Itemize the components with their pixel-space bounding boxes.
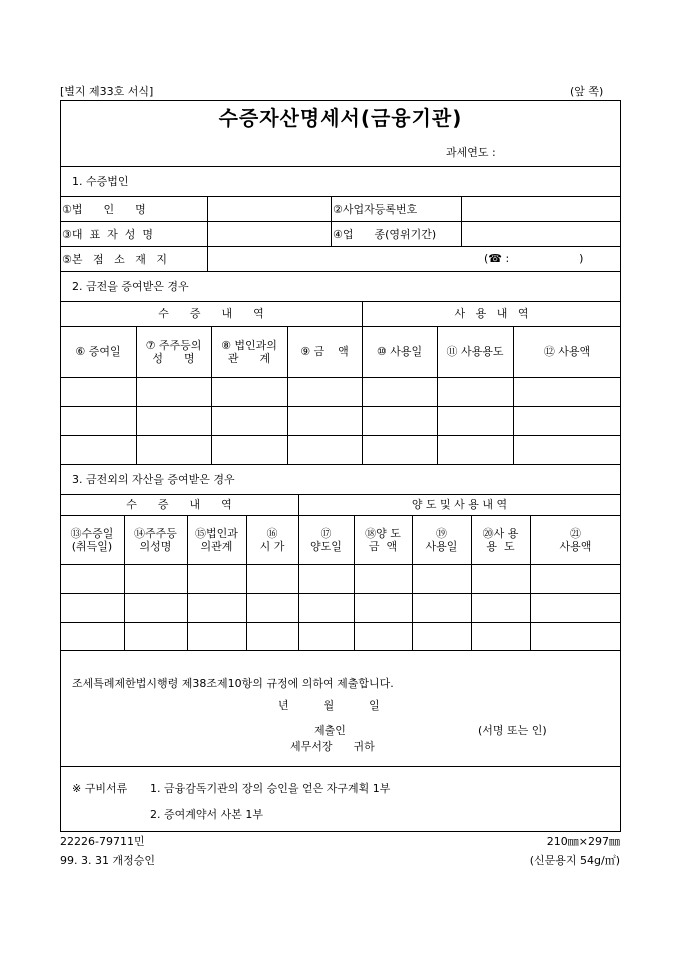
s2-col-use-date: ⑩ 사용일 — [376, 345, 423, 358]
table-rule — [60, 377, 621, 378]
attachment-item: 2. 증여계약서 사본 1부 — [150, 808, 263, 821]
declaration-date: 년 월 일 — [278, 699, 380, 712]
s3-col-use-date: ⑲ 사용일 — [425, 526, 458, 553]
label-business-reg-no: ②사업자등록번호 — [333, 202, 418, 216]
page-side: (앞 쪽) — [570, 85, 604, 98]
label-corp-name: ①법 인 명 — [62, 202, 146, 216]
table-rule — [60, 766, 621, 767]
approval-date: 99. 3. 31 개정승인 — [60, 854, 155, 867]
s2-col-gift-date: ⑥ 증여일 — [75, 345, 121, 358]
attachments-label: ※ 구비서류 — [72, 782, 128, 795]
s3-group-received: 수 증 내 역 — [126, 498, 232, 511]
table-rule — [60, 593, 621, 594]
s3-col-shareholder: ⑭주주등 의성명 — [134, 526, 177, 553]
label-business-type: ④업 종(영위기간) — [333, 227, 437, 241]
section1-heading: 1. 수증법인 — [72, 175, 129, 188]
table-rule — [60, 564, 621, 565]
table-rule — [60, 166, 621, 167]
label-representative: ③대 표 자 성 명 — [62, 227, 153, 241]
table-rule — [207, 196, 208, 271]
s3-col-relation: ⑮법인과 의관계 — [195, 526, 238, 553]
label-head-office: ⑤본 점 소 재 지 — [62, 252, 167, 266]
s2-group-used: 사 용 내 역 — [454, 307, 529, 320]
form-number: [별지 제33호 서식] — [60, 85, 154, 98]
s2-group-received: 수 증 내 역 — [158, 307, 264, 320]
form-code: 22226-79711민 — [60, 835, 145, 848]
s2-col-shareholder: ⑦ 주주등의 성 명 — [145, 338, 202, 365]
s3-col-use-amount: ㉑ 사용액 — [559, 526, 592, 553]
table-rule — [60, 622, 621, 623]
paper-type: (신문용지 54g/㎡) — [529, 854, 620, 867]
table-rule — [60, 650, 621, 651]
s3-col-transfer-date: ⑰ 양도일 — [310, 526, 342, 553]
s2-col-relation: ⑧ 법인과의 관 계 — [221, 338, 277, 365]
addressee: 세무서장 귀하 — [290, 740, 375, 753]
table-rule — [60, 435, 621, 436]
phone-field[interactable]: (☎ : ) — [484, 252, 584, 265]
signature-label: (서명 또는 인) — [478, 724, 547, 737]
s3-col-transfer-amount: ⑱양 도 금 액 — [365, 526, 401, 553]
section2-heading: 2. 금전을 증여받은 경우 — [72, 280, 189, 293]
paper-size: 210㎜×297㎜ — [546, 835, 620, 848]
submitter-label: 제출인 — [314, 724, 346, 737]
s3-col-receipt-date: ⑬수증일 (취득일) — [70, 526, 114, 553]
declaration-text: 조세특례제한법시행령 제38조제10항의 규정에 의하여 제출합니다. — [72, 677, 394, 690]
table-rule — [331, 196, 332, 246]
attachment-item: 1. 금융감독기관의 장의 승인을 얻은 자구계획 1부 — [150, 782, 391, 795]
s3-col-market-price: ⑯ 시 가 — [259, 526, 285, 553]
table-rule — [461, 196, 462, 246]
form-title: 수증자산명세서(금융기관) — [218, 105, 463, 130]
s3-col-use-purpose: ⑳사 용 용 도 — [482, 526, 519, 553]
tax-year-label: 과세연도 : — [446, 146, 496, 159]
s2-col-use-purpose: ⑪ 사용용도 — [446, 345, 504, 358]
section3-heading: 3. 금전외의 자산을 증여받은 경우 — [72, 473, 235, 486]
s2-col-amount: ⑨ 금 액 — [300, 345, 349, 358]
s3-group-used: 양 도 및 사 용 내 역 — [411, 498, 508, 511]
s2-col-use-amount: ⑫ 사용액 — [543, 345, 591, 358]
table-rule — [60, 406, 621, 407]
